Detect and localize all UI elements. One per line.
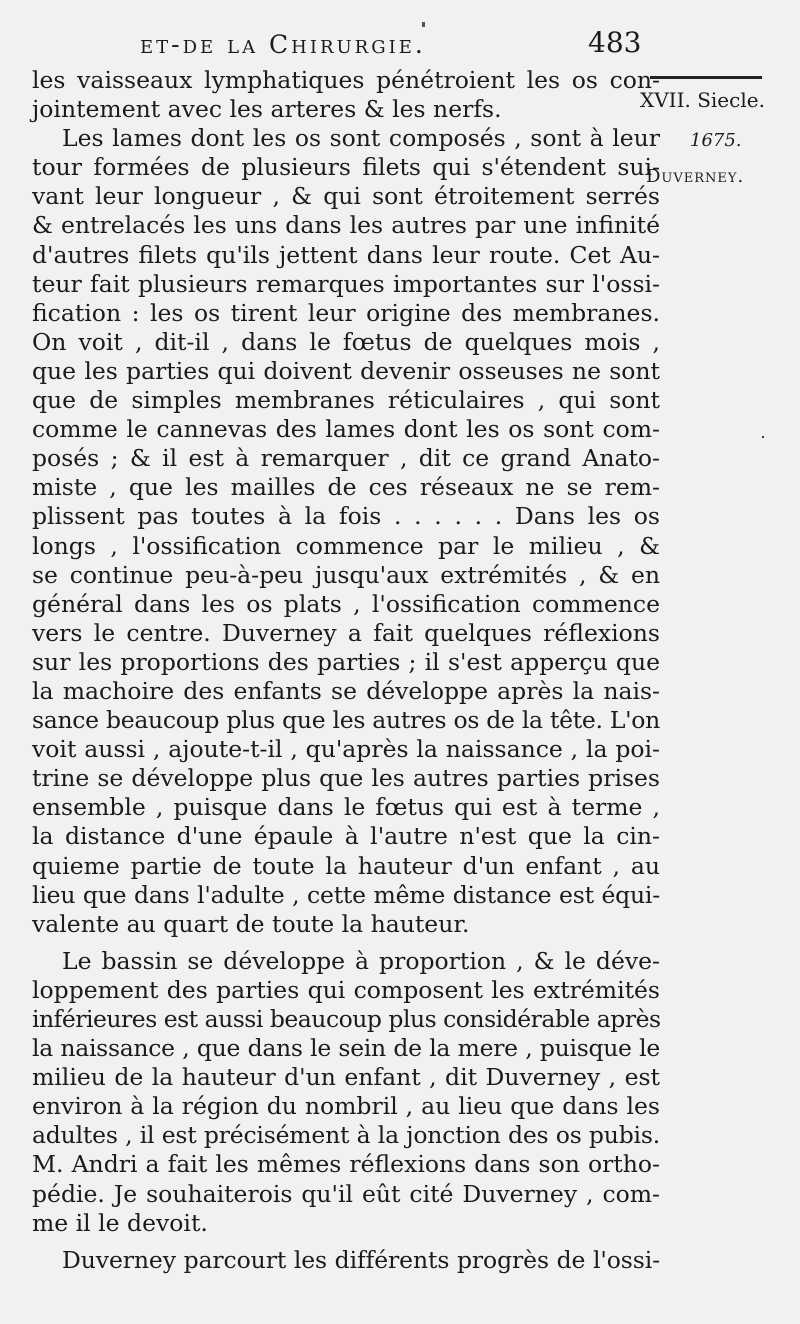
text-line: M. Andri a fait les mêmes réflexions dans son ortho- — [32, 1150, 660, 1179]
text-line: On voit , dit-il , dans le fœtus de quelques mois , — [32, 327, 660, 356]
text-line: teur fait plusieurs remarques importantes sur l'ossi- — [32, 269, 660, 298]
margin-note-year: 1675. — [690, 130, 742, 151]
paragraph-start-line: Duverney parcourt les différents progrès de l'ossi- — [62, 1245, 660, 1274]
text-line: tour formées de plusieurs filets qui s'étendent sui- — [32, 153, 660, 182]
text-line: plissent pas toutes à la fois . . . . . . Dans les os — [32, 502, 660, 531]
margin-rule — [650, 76, 762, 79]
page-number: 483 — [588, 26, 642, 59]
text-line: me il le devoit. — [32, 1208, 208, 1237]
text-line: adultes , il est précisément à la jonction des os pubis. — [32, 1121, 660, 1150]
text-line: valente au quart de toute la hauteur. — [32, 909, 470, 938]
text-line: vers le centre. Duverney a fait quelques réflexions — [32, 618, 660, 647]
text-line: voit aussi , ajoute-t-il , qu'après la naissance , la poi- — [32, 735, 660, 764]
text-line: jointement avec les arteres & les nerfs. — [32, 95, 502, 124]
text-line: d'autres filets qu'ils jettent dans leur route. Cet Au- — [32, 240, 660, 269]
text-line: trine se développe plus que les autres parties prises — [32, 764, 660, 793]
text-line: les vaisseaux lymphatiques pénétroient les os con- — [32, 66, 660, 94]
text-line: la machoire des enfants se développe après la nais- — [32, 676, 660, 705]
text-line: se continue peu-à-peu jusqu'aux extrémités , & en — [32, 560, 660, 589]
paragraph-start-line: Les lames dont les os sont composés , sont à leur — [62, 124, 660, 153]
text-line: & entrelacés les uns dans les autres par une infinité — [32, 211, 660, 240]
text-line: quieme partie de toute la hauteur d'un enfant , au — [32, 851, 660, 880]
edge-mark — [762, 436, 764, 438]
text-line: environ à la région du nombril , au lieu que dans les — [32, 1092, 660, 1121]
text-line: sur les proportions des parties ; il s'est apperçu que — [32, 647, 660, 676]
text-line: pédie. Je souhaiterois qu'il eût cité Duverney , com- — [32, 1179, 660, 1208]
text-line: la distance d'une épaule à l'autre n'est que la cin- — [32, 822, 660, 851]
text-line: lieu que dans l'adulte , cette même distance est équi- — [32, 880, 660, 909]
text-line: comme le cannevas des lames dont les os sont com- — [32, 415, 660, 444]
text-line: sance beaucoup plus que les autres os de la tête. L'on — [32, 706, 660, 735]
text-line: ensemble , puisque dans le fœtus qui est à terme , — [32, 793, 660, 822]
margin-note-century: XVII. Siecle. — [640, 88, 765, 112]
ink-speck — [422, 22, 425, 27]
margin-note-author: Duverney. — [646, 166, 745, 187]
text-line: inférieures est aussi beaucoup plus considérable après — [32, 1005, 661, 1033]
text-line: milieu de la hauteur d'un enfant , dit Duverney , est — [32, 1063, 660, 1092]
text-line: que les parties qui doivent devenir osseuses ne sont — [32, 356, 660, 385]
text-line: que de simples membranes réticulaires , qui sont — [32, 386, 660, 415]
text-line: miste , que les mailles de ces réseaux ne se rem- — [32, 473, 660, 502]
text-line: posés ; & il est à remarquer , dit ce grand Anato- — [32, 444, 660, 473]
text-line: loppement des parties qui composent les extrémités — [32, 975, 660, 1004]
body-text — [32, 66, 660, 1275]
text-line: la naissance , que dans le sein de la mere , puisque le — [32, 1034, 660, 1063]
running-title: et-de la Chirurgie. — [140, 30, 426, 59]
text-line: général dans les os plats , l'ossification commence — [32, 589, 660, 618]
text-line: longs , l'ossification commence par le milieu , & — [32, 531, 660, 560]
text-line: fication : les os tirent leur origine des membranes. — [32, 298, 660, 327]
text-line: vant leur longueur , & qui sont étroitement serrés — [32, 182, 660, 211]
paragraph-start-line: Le bassin se développe à proportion , & le déve- — [62, 946, 660, 975]
